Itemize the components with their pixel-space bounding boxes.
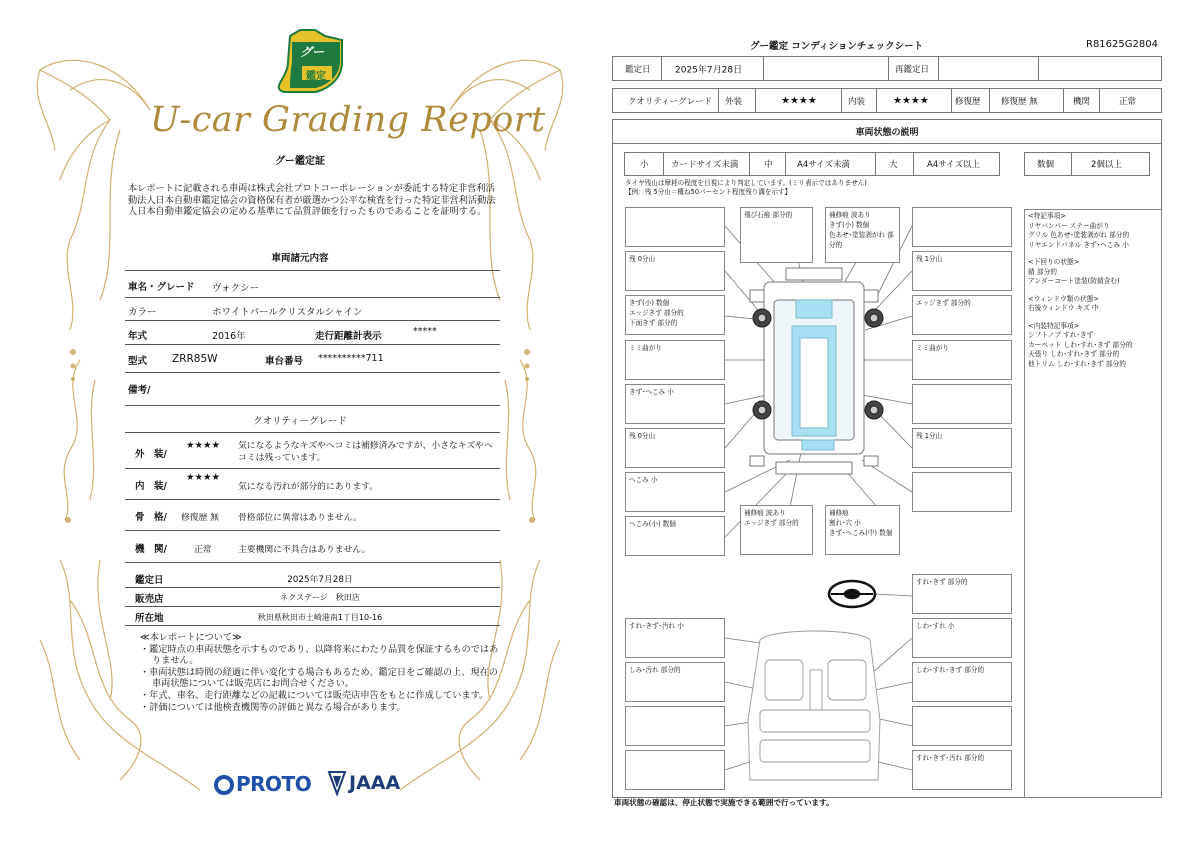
special-line: リヤバンパー ステー曲がり [1028,221,1110,230]
exterior-stars: ★★★★ [781,95,817,106]
damage-box [912,207,1012,247]
damage-box: 残 1分山 [912,428,1012,468]
interior-damage-box: すれ･きず･汚れ 部分的 [912,750,1012,790]
address-value: 秋田県秋田市土崎港南1丁目10-16 [257,613,383,622]
certificate-text: 本レポートに記載される車両は株式会社プロトコーポレーションが委託する特定非営利活動法人日本自動車鑑定協会の資格保有者が厳選かつ公平な検査を行った特定非営利活動法人日本自動車鑑定協会の定める基準にて品質評価を行ったものであることを証明する。 [128,183,496,218]
certificate-title: グー鑑定証 [275,156,325,167]
spec-section-title: 車両諸元内容 [271,253,329,264]
special-line: カーペット しわ･すれ･きず 部分的 [1028,340,1133,349]
model-label: 型式 [128,356,148,367]
address-label: 所在地 [135,613,164,624]
divider [125,344,500,345]
damage-box: エッジきず 部分的 [912,295,1012,335]
damage-box: 補修痕 波あり エッジきず 部分的 [740,505,813,555]
note-item: ・車両状態は時間の経過に伴い変化する場合もあるため、鑑定日をご確認の上、現在の車両状態については販売店にお問合せください。 [140,666,498,690]
size-small-desc: カードサイズ未満 [671,160,739,170]
damage-box [912,384,1012,424]
grade-frame-label: 骨 格/ [135,512,167,523]
inspection-date-value: 2025年7月28日 [287,575,353,585]
condition-check-sheet [600,0,1200,848]
jaaa-logo-icon [327,770,347,796]
damage-box: 残 1分山 [912,251,1012,291]
special-line: シフトノブ すれ･きず [1028,331,1094,339]
interior-damage-box: しわ･すれ･きず 部分的 [912,662,1012,702]
shop-value: ネクステージ 秋田店 [280,593,360,602]
damage-box: ミミ曲がり [912,340,1012,380]
reinspect-label: 再鑑定日 [895,64,930,75]
exterior-label: 外装 [725,96,743,107]
year-value: 2016年 [212,331,246,342]
divider [125,270,500,271]
divider [125,468,500,469]
damage-box [625,207,725,247]
divider [125,297,500,298]
damage-box [912,472,1012,512]
note-item: ・年式、車名、走行距離などの記載については販売店申告をもとに作成しています。 [140,689,489,701]
note-item: ・評価については他検査機関等の評価と異なる場合があります。 [140,701,406,713]
proto-logo: PROTO [236,772,312,796]
size-mid-desc: A4サイズ未満 [797,160,851,170]
color-label: カラー [128,307,157,318]
chassis-value: **********711 [318,353,384,364]
interior-damage-box [912,706,1012,746]
mileage-label: 走行距離計表示 [315,331,382,342]
report-notes [140,632,500,713]
special-section-title: <下回りの状態> [1028,258,1080,266]
date-label: 鑑定日 [625,64,651,75]
car-name-value: ヴォクシー [212,283,260,294]
count-label: 数個 [1037,160,1055,170]
damage-box: 残 0分山 [625,428,725,468]
inspection-date-label: 鑑定日 [135,575,164,586]
grade-frame-value: 修復歴 無 [181,513,219,523]
jaaa-logo: JAAA [349,772,401,794]
car-interior-view [748,631,880,780]
divider [125,587,500,588]
count-desc: 2個以上 [1091,160,1122,170]
special-line: アンダーコート塗装(防錆含む) [1028,277,1120,285]
special-line: 右後ウィンドウ キズ 中 [1028,304,1099,312]
special-notes-panel [1024,209,1162,798]
size-small: 小 [640,160,649,170]
special-line: 天張り しわ･すれ･きず 部分的 [1028,350,1120,358]
steering-wheel-icon [829,581,875,607]
damage-box: 補修痕 割れ･穴 小 きず･へこみ(中) 数個 [825,505,900,555]
color-value: ホワイトパールクリスタルシャイン [212,307,363,318]
grade-frame-text: 骨格部位に異常はありません。 [238,513,362,523]
divider [125,320,500,321]
special-line: グリル 色あせ･塗装剥がれ 部分的 [1028,231,1130,239]
grade-interior-stars: ★★★★ [186,472,221,483]
grade-exterior-label: 外 装/ [135,449,167,460]
footer-note: 車両状態の確認は、停止状態で実施できる範囲で行っています。 [614,798,834,807]
interior-label: 内装 [848,96,866,107]
car-name-label: 車名・グレード [128,282,195,293]
damage-box: きず･へこみ 小 [625,384,725,424]
sheet-title: グー鑑定 コンディションチェックシート [750,41,924,52]
interior-damage-box: しわ･すれ 小 [912,618,1012,658]
special-line: リヤエンドパネル きず･へこみ 小 [1028,240,1129,249]
damage-box: 残 0分山 [625,251,725,291]
interior-stars: ★★★★ [893,95,929,106]
tread-note-line: タイヤ残山は摩耗の程度を目視により判定しています。(ミリ表示ではありません) [625,179,867,187]
grade-exterior-text: 気になるようなキズやヘコミは補修済みですが、小さなキズやヘコミは残っています。 [238,441,493,463]
size-large-desc: A4サイズ以上 [927,160,981,170]
damage-box: へこみ 小 [625,472,725,512]
damage-box: きず(小) 数個 エッジきず 部分的 下面きず 部分的 [625,295,725,335]
special-section-title: <ウィンドウ類の状態> [1028,294,1099,303]
shop-label: 販売店 [135,594,164,605]
damage-box: へこみ(小) 数個 [625,516,725,556]
car-top-view [750,268,878,474]
size-large: 大 [889,160,898,170]
condition-title: 車両状態の説明 [855,128,919,138]
damage-box: 飛び石痕 部分的 [740,207,813,263]
interior-damage-box [625,706,725,746]
date-value: 2025年7月28日 [675,65,743,75]
engine-value: 正常 [1119,96,1137,107]
badge-top-text: グー [300,45,325,59]
interior-damage-box [625,750,725,790]
grade-engine-text: 主要機関に不具合はありません。 [238,545,371,555]
divider [125,530,500,531]
interior-damage-box: すれ･きず･汚れ 小 [625,618,725,658]
report-script-title: U-car Grading Report [150,100,546,140]
notes-title: ≪本レポートについて≫ [140,632,242,643]
mileage-value: ***** [413,326,437,337]
special-section-title: <特記事項> [1028,212,1066,220]
size-mid: 中 [764,160,773,170]
grade-interior-label: 内 装/ [135,481,167,492]
divider [125,606,500,607]
special-section-title: <内装特記事項> [1028,321,1080,330]
repair-label: 修復歴 [955,96,981,107]
special-line: 他トリム しわ･すれ･きず 部分的 [1028,359,1126,368]
proto-logo-icon [214,774,234,796]
repair-value: 修復歴 無 [1001,96,1038,107]
interior-damage-box: すれ･きず 部分的 [912,574,1012,614]
engine-label: 機関 [1073,96,1091,107]
badge-bottom-text: 鑑定 [306,71,326,82]
year-label: 年式 [128,331,148,342]
damage-box: ミミ曲がり [625,340,725,380]
tread-note-line: 【例：残 5分山＝概ね50パーセント程度残り溝を示す】 [625,187,792,196]
quality-grade-label: クオリティーグレード [628,96,713,107]
divider [125,499,500,500]
model-value: ZRR85W [172,353,218,365]
sheet-id: R81625G2804 [1086,39,1158,50]
interior-damage-box: しみ･汚れ 部分的 [625,662,725,702]
damage-box: 補修痕 波あり きず(小) 数個 色あせ･塗装剥がれ 部分的 [825,207,900,263]
divider [125,432,500,433]
goo-kantei-badge [279,30,342,92]
divider [125,625,500,626]
grade-engine-value: 正常 [194,545,212,555]
special-line: 錆 部分的 [1028,267,1057,276]
divider [125,372,500,373]
note-item: ・鑑定時点の車両状態を示すものであり、以降将来にわたり品質を保証するものではありません。 [140,643,499,667]
grade-interior-text: 気になる汚れが部分的にあります。 [238,482,379,492]
divider [125,562,500,563]
grade-exterior-stars: ★★★★ [186,440,221,451]
grade-engine-label: 機 関/ [135,544,167,555]
grade-section-title: クオリティーグレード [252,416,348,427]
chassis-label: 車台番号 [265,356,304,367]
divider [125,405,500,406]
remarks-label: 備考/ [128,385,151,396]
